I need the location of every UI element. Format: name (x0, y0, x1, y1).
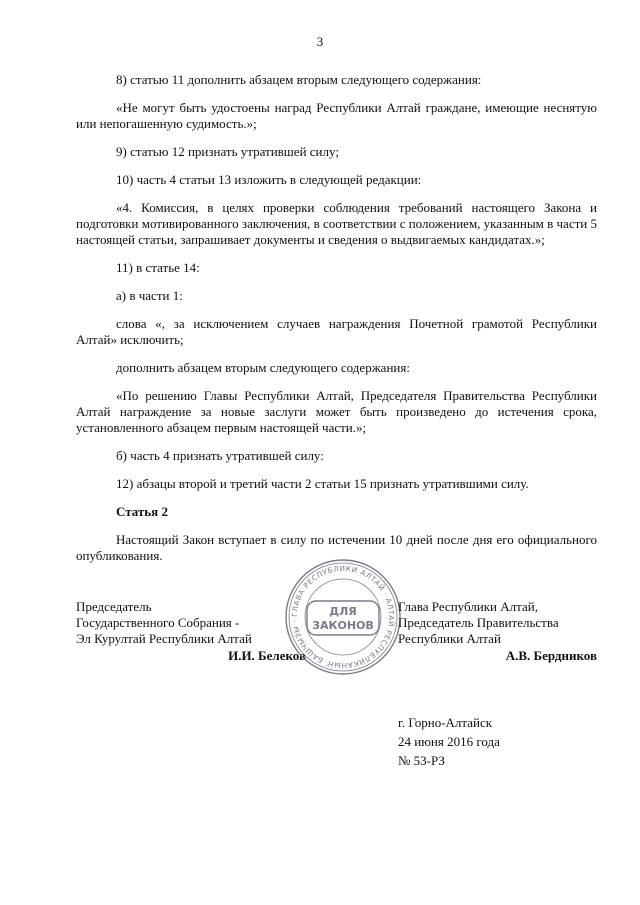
stamp-center-line1: ДЛЯ (329, 605, 357, 618)
paragraph-quote-commission: «4. Комиссия, в целях проверки соблюдения требований настоящего Закона и подготовки мотивированного заключения, в соответствии с положением, указанным в части 5 настоящей статьи, запрашивает документы и сведения о выдвигаемых кандидатах.»; (76, 200, 597, 247)
signature-right-title: Председатель Правительства (398, 615, 559, 630)
official-seal-stamp (283, 557, 403, 677)
signature-left-name: И.И. Белеков (228, 648, 306, 663)
paragraph-amend-art15: 12) абзацы второй и третий части 2 статьи 15 признать утратившими силу. (116, 476, 529, 491)
paragraph-part1: а) в части 1: (116, 288, 183, 303)
place-city: г. Горно-Алтайск (398, 715, 493, 730)
paragraph-effective-date: Настоящий Закон вступает в силу по истечении 10 дней после дня его официального опубликования. (76, 532, 597, 563)
article-2-heading: Статья 2 (116, 504, 168, 519)
paragraph-quote-decision: «По решению Главы Республики Алтай, Председателя Правительства Республики Алтай награждение за новые заслуги может быть произведено до истечения срока, установленного абзацем первым настоящей части.»; (76, 388, 597, 435)
document-body (76, 72, 597, 576)
signature-right-title: Республики Алтай (398, 631, 501, 646)
stamp-ring-text: ГЛАВА РЕСПУБЛИКИ АЛТАЙ · АЛТАЙ РЕСПУБЛИКАНЫҤ БАШЧЫЗЫ · (289, 563, 397, 671)
paragraph-amend-art14: 11) в статье 14: (116, 260, 200, 275)
paragraph-words-removed: слова «, за исключением случаев награждения Почетной грамотой Республики Алтай» исключить; (76, 316, 597, 347)
signature-right-title: Глава Республики Алтай, (398, 599, 538, 614)
paragraph-add-second: дополнить абзацем вторым следующего содержания: (116, 360, 410, 375)
signature-left-block (76, 599, 306, 664)
place-date-block (398, 713, 500, 770)
page-number: 3 (316, 34, 324, 49)
stamp-center-line2: ЗАКОНОВ (312, 619, 374, 632)
paragraph-amend-art11: 8) статью 11 дополнить абзацем вторым следующего содержания: (116, 72, 482, 87)
signature-right-block (398, 599, 597, 664)
paragraph-quote-conviction: «Не могут быть удостоены наград Республики Алтай граждане, имеющие неснятую или непогашенную судимость.»; (76, 100, 597, 131)
signature-right-name: А.В. Бердников (505, 648, 597, 663)
document-date: 24 июня 2016 года (398, 734, 500, 749)
signature-left-title: Эл Курултай Республики Алтай (76, 631, 252, 646)
paragraph-amend-art12: 9) статью 12 признать утратившей силу; (116, 144, 339, 159)
signature-left-title: Председатель (76, 599, 152, 614)
paragraph-part4-void: б) часть 4 признать утратившей силу: (116, 448, 324, 463)
paragraph-amend-art13: 10) часть 4 статьи 13 изложить в следующей редакции: (116, 172, 422, 187)
law-number: № 53-РЗ (398, 753, 445, 768)
signature-left-title: Государственного Собрания - (76, 615, 240, 630)
